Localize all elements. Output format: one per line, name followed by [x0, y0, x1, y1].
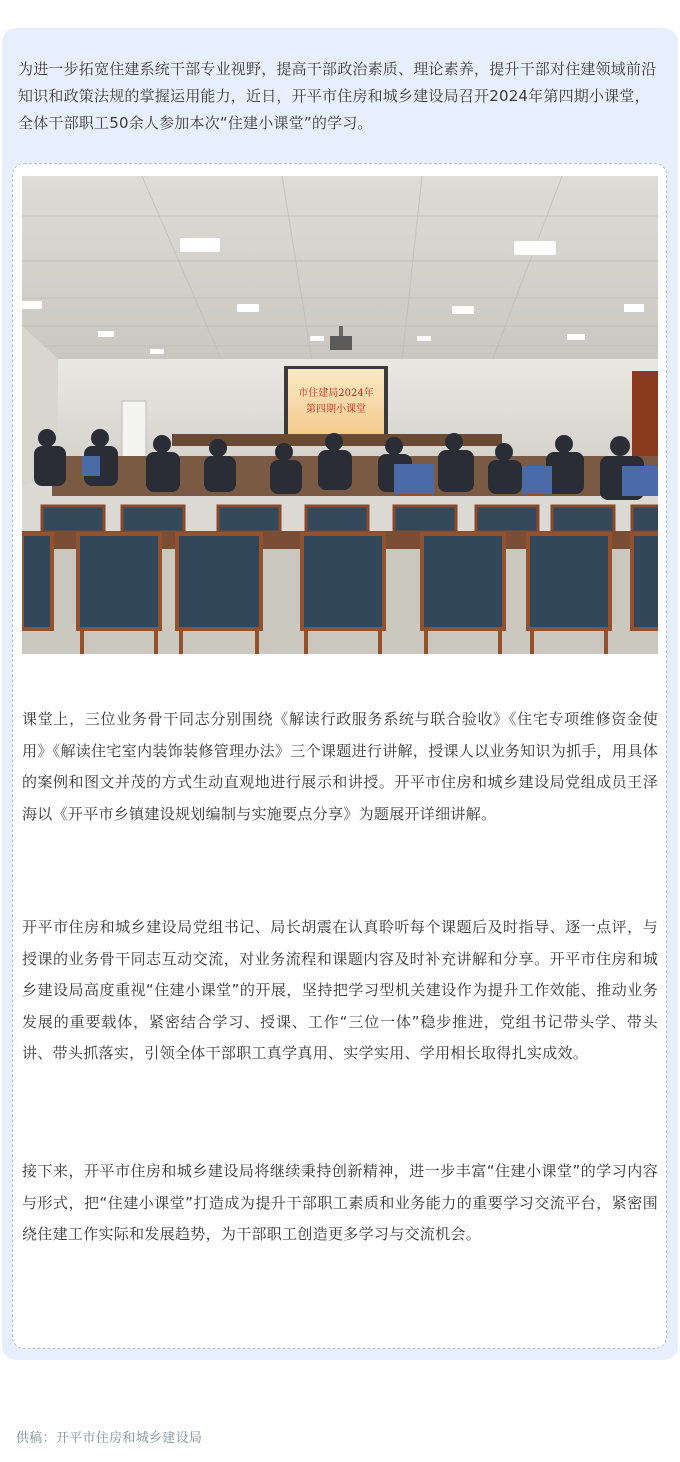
screen-title-line2: 第四期小课堂 [306, 404, 366, 415]
intro-paragraph: 为进一步拓宽住建系统干部专业视野，提高干部政治素质、理论素养，提升干部对住建领域前沿知识和政策法规的掌握运用能力，近日，开平市住房和城乡建设局召开2024年第四期小课堂，全体干部职工50余人参加本次“住建小课堂”的学习。 [18, 60, 657, 132]
paragraph-lectures: 课堂上，三位业务骨干同志分别围绕《解读行政服务系统与联合验收》《住宅专项维修资金使用》《解读住宅室内装饰装修管理办法》三个课题进行讲解，授课人以业务知识为抓手，用具体的案例和图文并茂的方式生动直观地进行展示和讲授。开平市住房和城乡建设局党组成员王泽海以《开平市乡镇建设规划编制与实施要点分享》为题展开详细讲解。 [22, 710, 658, 823]
paragraph-director: 开平市住房和城乡建设局党组书记、局长胡震在认真聆听每个课题后及时指导、逐一点评，与授课的业务骨干同志互动交流，对业务流程和课题内容及时补充讲解和分享。开平市住房和城乡建设局高度重视“住建小课堂”的开展，坚持把学习型机关建设作为提升工作效能、推动业务发展的重要载体，紧密结合学习、授课、工作“三位一体”稳步推进，党组书记带头学、带头讲、带头抓落实，引领全体干部职工真学真用、实学实用、学用相长取得扎实成效。 [22, 918, 658, 1062]
source-credit: 供稿：开平市住房和城乡建设局 [16, 1431, 203, 1446]
classroom-photo [22, 176, 658, 654]
paragraph-future: 接下来，开平市住房和城乡建设局将继续秉持创新精神，进一步丰富“住建小课堂”的学习内容与形式，把“住建小课堂”打造成为提升干部职工素质和业务能力的重要学习交流平台，紧密围绕住建工作实际和发展趋势，为干部职工创造更多学习与交流机会。 [22, 1162, 658, 1243]
screen-title-line1: 市住建局2024年 [298, 388, 374, 399]
